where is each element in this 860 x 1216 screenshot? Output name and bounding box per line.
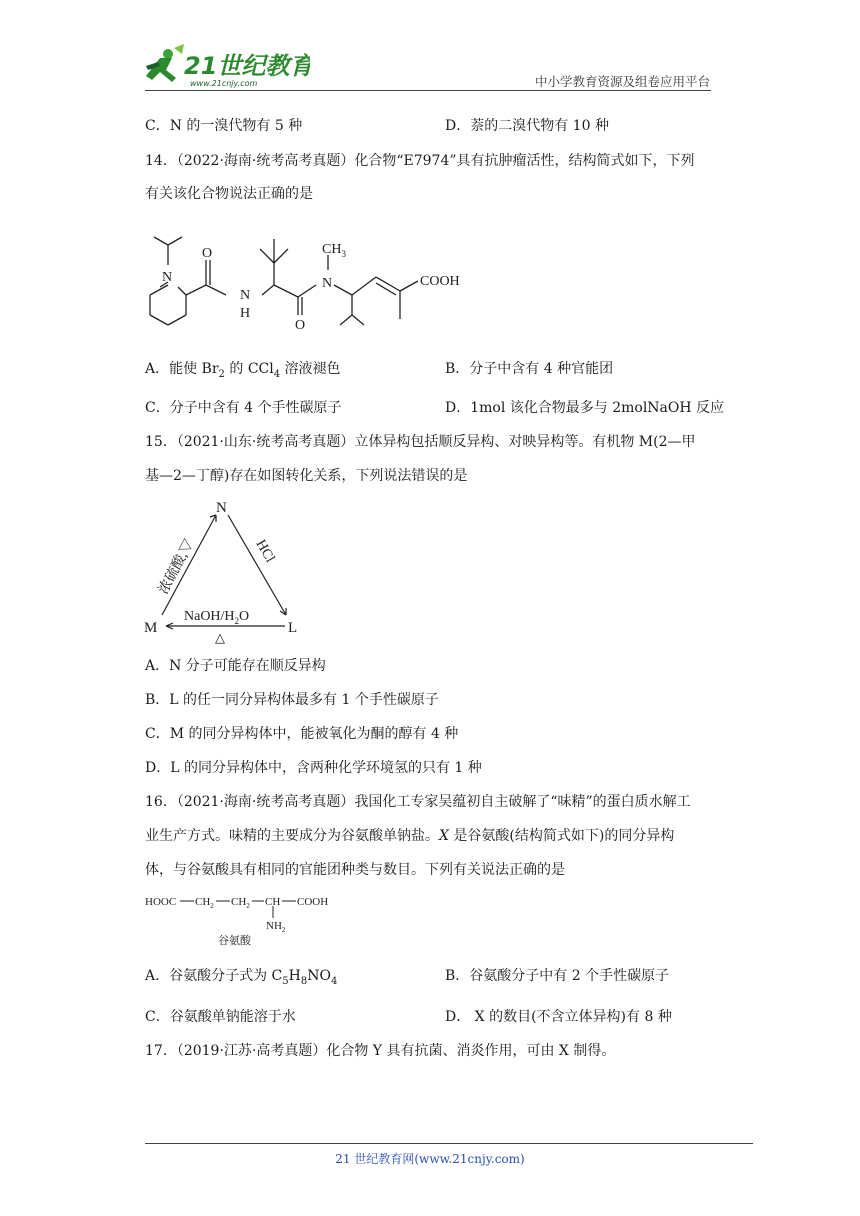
q16-option-b: B．谷氨酸分子中有 2 个手性碳原子 [445,968,670,984]
node-m: M [144,620,158,636]
q16-option-c: C．谷氨酸单钠能溶于水 [145,1009,296,1025]
struct-h: H [240,306,251,321]
q16-stem-line2: 业生产方式。味精的主要成分为谷氨酸单钠盐。X 是谷氨酸(结构简式如下)的同分异构 [145,828,675,844]
header-platform-text: 中小学教育资源及组卷应用平台 [534,74,710,89]
site-logo[interactable] [140,44,310,90]
q14-stem-line1: 14．（2022·海南·统考高考真题）化合物“E7974”具有抗肿瘤活性，结构简式如下，下列 [145,153,695,169]
q15-option-d: D．L 的同分异构体中，含两种化学环境氢的只有 1 种 [145,760,482,776]
struct-o2: O [295,318,306,333]
formula-cooh: COOH [297,896,329,908]
struct-o1: O [202,246,213,261]
svg-text:21世纪教育: 21世纪教育 [184,52,310,80]
runner-logo-icon [140,44,310,90]
e7974-structure-figure [140,215,480,340]
q14-option-c: C．分子中含有 4 个手性碳原子 [145,400,342,416]
struct-n1: N [162,270,173,285]
conversion-triangle-diagram [140,495,320,645]
q15-option-a: A．N 分子可能存在顺反异构 [145,658,326,674]
footer-divider [145,1143,753,1144]
formula-hooc: HOOC [145,896,177,908]
q15-stem-line1: 15．（2021·山东·统考高考真题）立体异构包括顺反异构、对映异构等。有机物 M(2—甲 [145,434,696,450]
formula-name: 谷氨酸 [218,934,251,947]
q13-option-c: C．N 的一溴代物有 5 种 [145,118,303,134]
formula-ch2-a: $CH_2$ [195,896,214,910]
q17-stem-line1: 17．（2019·江苏·高考真题）化合物 Y 具有抗菌、消炎作用，可由 X 制得。 [145,1043,616,1059]
q15-option-c: C．M 的同分异构体中，能被氧化为酮的醇有 4 种 [145,726,459,742]
footer-link[interactable]: 21 世纪教育网(www.21cnjy.com) [335,1152,525,1166]
struct-n3: N [322,276,333,291]
node-l: L [288,620,298,636]
formula-nh2: $NH_2$ [266,920,286,934]
glutamic-acid-formula [140,892,340,950]
heat-triangle-icon: △ [215,630,225,645]
q14-stem-line2: 有关该化合物说法正确的是 [145,186,313,202]
struct-n2: N [240,288,251,303]
q14-option-b: B．分子中含有 4 种官能团 [445,361,614,377]
q16-stem-line1: 16．（2021·海南·统考高考真题）我国化工专家吴蕴初自主破解了“味精”的蛋白质水解工 [145,794,691,810]
struct-ch3: $CH_3$ [322,242,346,259]
q16-option-d: D． X 的数目(不含立体异构)有 8 种 [445,1009,672,1025]
struct-cooh: COOH [420,274,460,289]
q16-option-a: A．谷氨酸分子式为 $C_5H_8NO_4$ [145,968,338,987]
q14-option-a: A．能使 $Br_2$ 的 CCl$_4$ 溶液褪色 [145,361,341,380]
logo-url: www.21cnjy.com [190,79,258,88]
header-divider [145,90,711,91]
q15-stem-line2: 基—2—丁醇)存在如图转化关系，下列说法错误的是 [145,468,468,484]
q13-option-d: D．萘的二溴代物有 10 种 [445,118,609,134]
arrow-label-naoh: NaOH/$H_2O$ [184,609,250,626]
arrow-label-hcl: HCl [252,537,278,566]
q15-option-b: B．L 的任一同分异构体最多有 1 个手性碳原子 [145,692,439,708]
formula-ch2-b: $CH_2$ [231,896,250,910]
formula-ch: CH [265,896,281,908]
node-n: N [216,500,227,516]
q16-stem-line3: 体，与谷氨酸具有相同的官能团种类与数目。下列有关说法正确的是 [145,862,565,878]
arrow-label-conc-h2so4: 浓硫酸,▽ [156,537,198,597]
q14-option-d: D．1mol 该化合物最多与 2molNaOH 反应 [445,400,725,416]
